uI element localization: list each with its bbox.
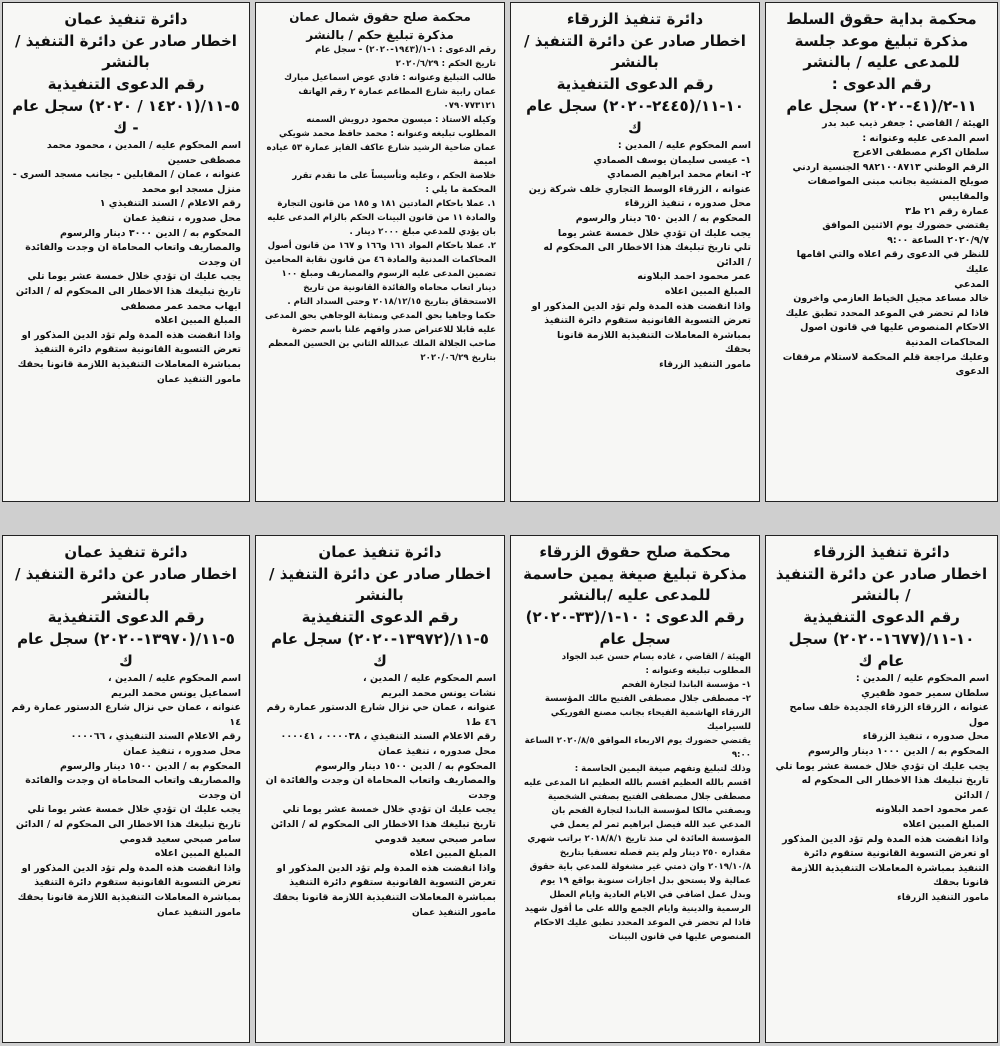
notice-subtitle: مذكرة تبليغ حكم / بالنشر: [306, 28, 454, 42]
notice-line: ١- مؤسسة الباندا لتجارة الفحم: [621, 680, 751, 690]
notice-line: فاذا لم تحضر في الموعد المحدد تطبق عليك الاحكام المنصوص عليها في قانون البينات: [533, 918, 751, 942]
notice-line: المحكوم به / الدين ١٥٠٠ دينار والرسوم والمصاريف واتعاب المحاماة ان وجدت والفائدة ان وجدت: [25, 760, 241, 801]
notice-line: المبلغ المبين اعلاه: [409, 848, 496, 860]
notice-north-amman-court: [255, 2, 505, 502]
notice-line: عمان رابية شارع المطاعم عمارة ٢ رقم الهاتف ٠٧٩٠٧٧٣١٢١: [298, 87, 496, 111]
notice-line: الاحكام المنصوص عليها في قانون اصول: [800, 322, 989, 334]
notice-salt-court: [765, 2, 998, 502]
notice-line: محل صدوره ، تنفيذ الزرقاء: [624, 198, 751, 210]
notice-case-number: رقم الدعوى : ١٠-١/(٣٣-٢٠٢٠) سجل عام: [525, 608, 745, 648]
notice-line: تاريخ الحكم : ٢٠٢٠/٦/٢٩: [395, 59, 496, 69]
notice-line: واذا انقضت هذه المدة ولم تؤد الدين المذكور او: [531, 300, 751, 312]
notice-line: اقسم بالله العظيم اقسم بالله العظيم انا المدعى عليه مصطفى جلال مصطفى الفتيح بصفتي الشخصية وبصفتي مالكا لمؤسسة الباندا لتجارة الفحم بان المدعي عبد الله فيصل ابراهيم ثمر لم يعمل في المؤسسة العائدة لي منذ تاريخ ٢٠١٨/٨/١ براتب شهري مقداره ٢٥٠ دينار ولم يتم فصله تعسفيا بتاريخ ٢٠١٩/١٠/٨ وان ذمتي غير مشغولة للمدعي باية حقوق عمالية ولا يستحق بدل اجازات سنوية بواقع ١٩ يوم وبدل عمل اضافي في الايام العادية وايام العطل الرسمية والدينية وايام الجمع والله على ما أقول شهيد: [523, 778, 751, 914]
notice-line: يجب عليك ان تؤدي خلال خمسة عشر يوما تلي تاريخ تبليغك هذا الاخطار الى المحكوم له / الدائن: [15, 804, 241, 830]
notice-line: سامر صبحي سعيد قدومي: [119, 833, 241, 845]
notice-line: يجب عليك ان تؤدي خلال خمسة عشر يوما تلي تاريخ تبليغك هذا الاخطار الى المحكوم له: [775, 760, 989, 787]
notice-line: وعليك مراجعة قلم المحكمة لاستلام مرفقات: [782, 351, 989, 363]
notice-signature: مامور التنفيذ عمان: [411, 907, 496, 918]
notice-signature: مامور التنفيذ الزرقاء: [897, 892, 989, 903]
notice-line: عنوانه ، عمان حي نزال شارع الدستور عمارة رقم ١٤: [11, 702, 241, 728]
notice-case-number: رقم الدعوى التنفيذية ٥-١١/(١٤٢٠١ / ٢٠٢٠) سجل عام - ك: [12, 75, 240, 137]
notice-body: [774, 672, 989, 891]
notice-line: حكما وجاهيا بحق المدعي وبمثابة الوجاهي بحق المدعى عليه قابلا للاعتراض صدر وافهم علنا باسم حضرة صاحب الجلالة الملك عبدالله الثاني بن الحسين المعظم بتاريخ ٢٠٢٠/٠٦/٢٩: [265, 311, 496, 363]
notice-line: المحكوم به / الدين ١٠٠٠ دينار والرسوم: [807, 745, 989, 757]
notice-line: المبلغ المبين اعلاه: [154, 315, 241, 327]
notice-body: [519, 650, 751, 944]
notice-subtitle: مذكرة تبليغ صيغة يمين حاسمة للمدعى عليه /بالنشر: [523, 565, 747, 604]
notice-title: دائرة تنفيذ الزرقاء: [566, 10, 704, 28]
notice-line: المحكوم به / الدين ١٥٠٠ دينار والرسوم والمصاريف واتعاب المحاماة ان وجدت والفائدة ان وجدت: [265, 760, 496, 801]
notice-case-number: رقم الدعوى التنفيذية ٥-١١/(١٣٩٧٢-٢٠٢٠) سجل عام ك: [271, 608, 489, 670]
notice-line: محل صدوره ، تنفيذ الزرقاء: [862, 731, 989, 743]
notice-line: صويلح المنشية بجانب مبنى المواصفات والمقاييس: [807, 176, 989, 202]
notice-line: المبلغ المبين اعلاه: [154, 848, 241, 860]
notice-line: محل صدوره ، تنفيذ عمان: [378, 745, 496, 757]
notice-line: ٢- انعام محمد ابراهيم الصمادي: [607, 169, 751, 181]
notice-subtitle: مذكرة تبليغ موعد جلسة للمدعى عليه / بالنشر: [794, 32, 969, 71]
notice-line: المبلغ المبين اعلاه: [902, 818, 989, 830]
notice-line: رقم الاعلام السند التنفيذي ، ٠٠٠٠٣٨ ، ٠٠٠٠٤١: [280, 731, 496, 743]
notice-line: المبلغ المبين اعلاه: [664, 285, 751, 297]
notice-line: محل صدوره ، تنفيذ عمان: [123, 212, 241, 224]
notice-line: وذلك لتبليغ وتفهم صيغة اليمين الحاسمة :: [574, 764, 751, 774]
notice-line: ٢- مصطفى جلال مصطفى الفتيح مالك المؤسسة الزرقاء الهاشمية الفيحاء بجانب مصنع الفوريكي للسيراميك: [544, 694, 751, 732]
notice-title: دائرة تنفيذ عمان: [64, 543, 188, 561]
notice-line: رقم الدعوى : ١-١/(١٩٤٣-٢٠٢٠) - سجل عام: [315, 45, 496, 55]
notice-line: طالب التبليغ وعنوانه : فادي عوض اسماعيل مبارك: [284, 73, 496, 83]
notice-case-number: رقم الدعوى التنفيذية ٥-١١/(١٣٩٧٠-٢٠٢٠) سجل عام ك: [17, 608, 235, 670]
notice-title: دائرة تنفيذ عمان: [318, 543, 442, 561]
notice-body: [774, 117, 989, 380]
notice-line: رقم الاعلام / السند التنفيذي ١: [99, 198, 241, 210]
notice-line: المحكوم به / الدين ٦٥٠ دينار والرسوم: [575, 212, 751, 224]
notice-line: ايهاب محمد عمر مصطفى: [120, 300, 241, 312]
notice-line: واذا انقضت هذه المدة ولم تؤد الدين المذكور او تعرض التسوية القانونية ستقوم دائرة التنفيذ بمباشرة المعاملات التنفيذية اللازمة قانونا بحقك: [17, 862, 241, 903]
notice-body: [11, 672, 241, 906]
notice-line: يقتضي حضورك يوم الاثنين الموافق: [822, 220, 989, 232]
notice-subtitle: اخطار صادر عن دائرة التنفيذ / بالنشر: [775, 565, 988, 604]
notice-line: خلاصة الحكم ، وعليه وتأسيساً على ما تقدم تقرر المحكمة ما يلي :: [292, 171, 496, 195]
notice-line: الدعوى: [955, 366, 989, 378]
notice-line: واذا انقضت هذه المدة ولم تؤد الدين المذكور او تعرض التسوية القانونية ستقوم دائرة التنفيذ بمباشرة المعاملات التنفيذية اللازمة قانونا بحقك: [17, 329, 241, 370]
notice-zarqa-execution-1677: [765, 535, 998, 1043]
notice-line: ٢. عملا باحكام المواد ١٦١ و١٦٦ و ١٦٧ من قانون أصول المحاكمات المدنية والمادة ٤٦ من قانون نقابة المحامين تضمين المدعى عليه الرسوم والمصاريف ومبلغ ١٠٠ دينار اتعاب محاماه والفائدة القانونية من تاريخ الاستحقاق بتاريخ ٢٠١٨/١٢/١٥ وحتى السداد التام .: [264, 241, 496, 307]
notice-line: يجب عليك ان تؤدي خلال خمسة عشر يوما: [557, 227, 751, 239]
notice-title: محكمة صلح حقوق شمال عمان: [289, 10, 471, 24]
notice-title: محكمة بداية حقوق السلط: [786, 10, 977, 28]
notice-amman-execution-13970: [2, 535, 250, 1043]
notice-subtitle: اخطار صادر عن دائرة التنفيذ / بالنشر: [269, 565, 491, 604]
notice-line: المدعي: [954, 278, 989, 290]
notice-line: الهيئة / القاضي ، غاده بسام حسن عبد الجواد: [561, 652, 751, 662]
notice-line: عمر محمود احمد البلاونه: [875, 804, 989, 816]
notice-line: بحقك: [724, 344, 751, 356]
notice-line: المحكوم به / الدين ٣٠٠٠ دينار والرسوم والمصاريف واتعاب المحاماة ان وجدت والفائدة ان وجدت: [25, 227, 241, 268]
notice-line: نشات يونس محمد البريم: [380, 687, 496, 699]
notice-subtitle: اخطار صادر عن دائرة التنفيذ / بالنشر: [15, 32, 237, 71]
notice-line: يجب عليك ان تؤدي خلال خمسة عشر يوما تلي تاريخ تبليغك هذا الاخطار الى المحكوم له / الدائن: [270, 804, 496, 830]
notice-signature: مامور التنفيذ عمان: [156, 374, 241, 385]
notice-line: المطلوب تبليغه وعنوانه : محمد حافظ محمد شويكي: [278, 129, 496, 139]
notice-body: [519, 139, 751, 358]
notice-signature: مامور التنفيذ الزرقاء: [659, 359, 751, 370]
notice-line: بمباشرة المعاملات التنفيذية اللازمة قانونا: [557, 329, 751, 341]
notice-line: اسم المحكوم عليه / المدين ،: [108, 673, 241, 684]
notice-line: المطلوب تبليغه وعنوانه :: [645, 666, 751, 676]
notice-title: محكمة صلح حقوق الزرقاء: [539, 543, 731, 561]
notice-line: سلطان اكرم مصطفى الاعرج: [852, 147, 989, 159]
notice-line: رقم الاعلام السند التنفيذي ، ٠٠٠٠٦٦: [70, 731, 241, 743]
notice-line: يجب عليك ان تؤدي خلال خمسة عشر يوما تلي تاريخ تبليغك هذا الاخطار الى المحكوم له / الدائن: [15, 271, 241, 297]
notice-body: [264, 672, 496, 906]
notice-line: واذا انقضت هذه المدة ولم تؤد الدين المذكور او تعرض التسوية القانونية ستقوم دائرة التنفيذ بمباشرة المعاملات التنفيذية اللازمة قانونا بحقك: [782, 833, 989, 889]
notice-line: للنظر في الدعوى رقم اعلاه والتي اقامها عليك: [796, 249, 989, 275]
notice-line: الهيئة / القاضي : جعفر ذيب عبد بدر: [822, 118, 989, 129]
notice-line: اسم المحكوم عليه / المدين ،: [363, 673, 496, 684]
notice-line: اسم المحكوم عليه / المدين :: [855, 673, 989, 684]
notice-line: تلي تاريخ تبليغك هذا الاخطار الى المحكوم له: [543, 242, 751, 254]
notice-line: عنوانه ، الزرقاء الوسط التجاري خلف شركة زين: [528, 183, 751, 195]
notice-line: اسم المحكوم عليه / المدين :: [617, 140, 751, 151]
notice-line: اسم المدعى عليه وعنوانه :: [862, 132, 989, 144]
notice-line: الرقم الوطني ٩٨٢١٠٠٨٧١٣ الجنسية اردني: [792, 161, 989, 173]
notice-zarqa-execution-2445: [510, 2, 760, 502]
notice-line: عنوانه ، عمان حي نزال شارع الدستور عمارة رقم ٤٦ ط١: [266, 702, 496, 728]
notice-line: يقتضي حضورك يوم الاربعاء الموافق ٢٠٢٠/٨/٥ الساعة ٩:٠٠: [524, 736, 751, 760]
notice-line: ١. عملا باحكام المادتين ١٨١ و ١٨٥ من قانون التجارة والمادة ١١ من قانون البينات الحكم بالزام المدعى عليه بان يؤدي للمدعي مبلغ ٢٠٠٠ دينار .: [267, 199, 496, 237]
notice-line: ٢٠٢٠/٩/٧ الساعة ٩:٠٠: [887, 234, 989, 246]
notice-line: عمر محمود احمد البلاونه: [637, 271, 751, 283]
notice-line: / الدائن: [954, 789, 989, 801]
notice-line: المحاكمات المدنية: [905, 336, 989, 348]
notice-line: اسم المحكوم عليه / المدين ، محمود محمد مصطفى حسين: [46, 140, 241, 166]
notice-amman-execution-13972: [255, 535, 505, 1043]
notice-line: فاذا لم تحضر في الموعد المحدد تطبق عليك: [785, 307, 989, 319]
notice-line: عمان ضاحية الرشيد شارع عاكف الفايز عمارة ٥٣ عياده اميمة: [266, 143, 496, 167]
notice-line: عنوانه ، الزرقاء الزرقاء الجديدة خلف سامح مول: [789, 702, 989, 728]
notice-subtitle: اخطار صادر عن دائرة التنفيذ / بالنشر: [524, 32, 746, 71]
notice-line: / الدائن: [716, 256, 751, 268]
notice-line: تعرض التسوية القانونية ستقوم دائرة التنفيذ: [544, 315, 751, 327]
notice-line: ١- عيسى سليمان يوسف الصمادي: [593, 154, 751, 166]
notice-case-number: رقم الدعوى التنفيذية ١٠-١١/(١٦٧٧-٢٠٢٠) سجل عام ك: [788, 608, 975, 670]
notice-line: واذا انقضت هذه المدة ولم تؤد الدين المذكور او تعرض التسوية القانونية ستقوم دائرة التنفيذ بمباشرة المعاملات التنفيذية اللازمة قانونا بحقك: [272, 862, 496, 903]
notice-line: اسماعيل يونس محمد البريم: [110, 687, 241, 699]
notice-body: [264, 43, 496, 365]
notice-body: [11, 139, 241, 373]
notice-subtitle: اخطار صادر عن دائرة التنفيذ / بالنشر: [15, 565, 237, 604]
notice-line: عنوانه ، عمان / المقابلين - بجانب مسجد السرى - منزل مسجد ابو محمد: [12, 169, 241, 195]
notice-line: سامر صبحي سعيد قدومي: [374, 833, 496, 845]
notice-title: دائرة تنفيذ عمان: [64, 10, 188, 28]
notice-zarqa-court-oath: [510, 535, 760, 1043]
notice-case-number: رقم الدعوى التنفيذية ١٠-١١/(٢٤٤٥-٢٠٢٠) سجل عام ك: [526, 75, 744, 137]
notice-amman-execution-14201: [2, 2, 250, 502]
notice-title: دائرة تنفيذ الزرقاء: [813, 543, 950, 561]
notice-case-number: رقم الدعوى : ١١-٢/(٤١-٢٠٢٠) سجل عام: [786, 75, 977, 115]
notice-line: عمارة رقم ٢١ ط٣: [905, 205, 989, 217]
notice-line: محل صدوره ، تنفيذ عمان: [123, 745, 241, 757]
notice-line: خالد مساعد مجيل الخياط العازمي واخرون: [793, 293, 989, 305]
notice-line: سلطان سمير حمود ظفيري: [861, 687, 989, 699]
notice-signature: مامور التنفيذ عمان: [156, 907, 241, 918]
notice-line: وكيله الاستاذ : ميسون محمود درويش السمنه: [306, 115, 496, 125]
